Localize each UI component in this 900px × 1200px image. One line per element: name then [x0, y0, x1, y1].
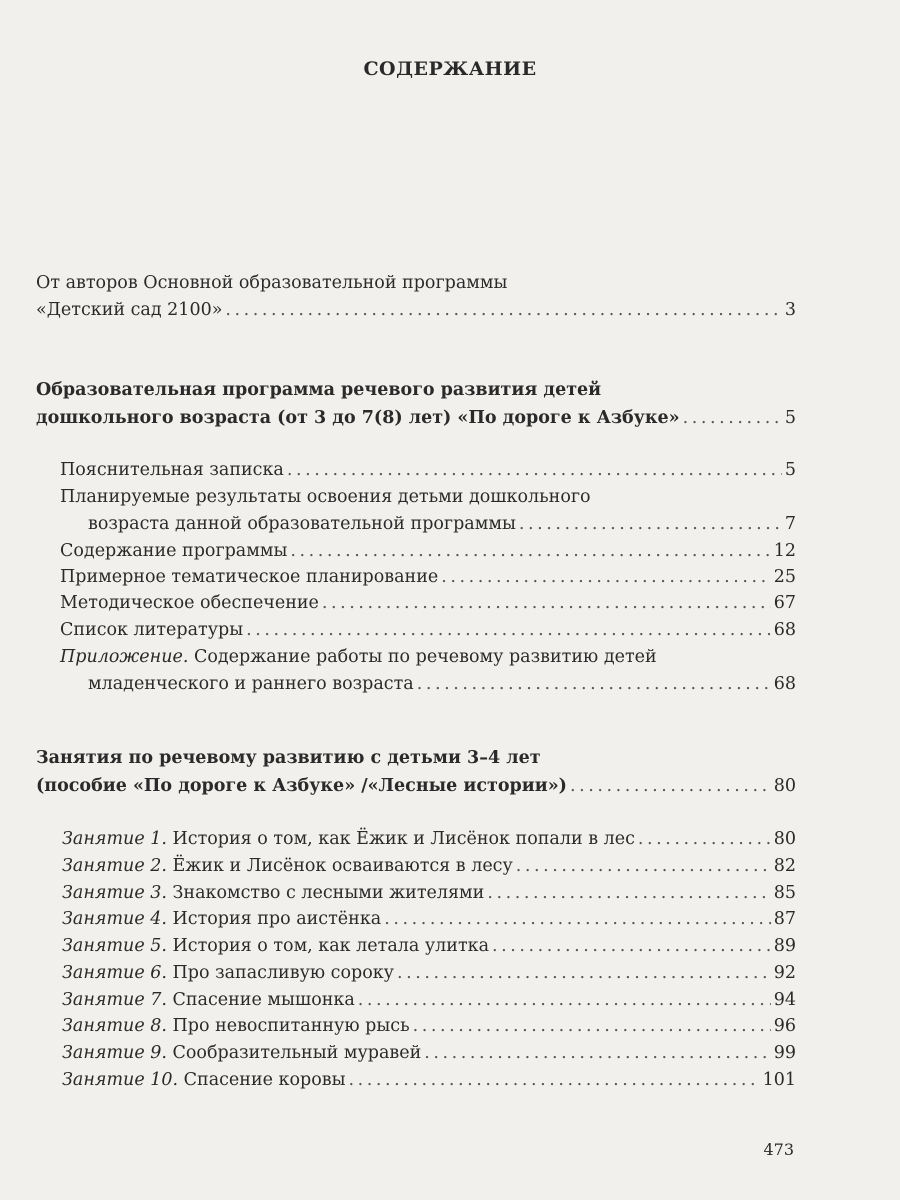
- dot-leader: [246, 617, 771, 643]
- toc-page-number: 68: [773, 674, 796, 694]
- toc-entry-thematic-planning: [60, 564, 796, 590]
- lesson-label: Занятие 4.: [62, 909, 167, 929]
- appendix-label: Приложение.: [60, 647, 189, 667]
- lesson-label: Занятие 7.: [62, 990, 167, 1010]
- dot-leader: [638, 826, 771, 852]
- toc-entry-authors-line1: От авторов Основной образовательной программы: [36, 273, 508, 293]
- lesson-entry: [62, 1040, 796, 1066]
- dot-leader: [322, 590, 771, 616]
- page-title: СОДЕРЖАНИЕ: [363, 58, 537, 80]
- toc-page-number: 96: [773, 1016, 796, 1036]
- lesson-label: Занятие 3.: [62, 883, 167, 903]
- toc-entry-program-content: [60, 538, 796, 564]
- dot-leader: [287, 457, 782, 483]
- lesson-label: Занятие 2.: [62, 856, 167, 876]
- toc-entry-appendix: [88, 671, 796, 697]
- lesson-entry: [62, 826, 796, 852]
- lesson-entry: [62, 1013, 796, 1039]
- dot-leader: [424, 1040, 770, 1066]
- lesson-title: История о том, как летала улитка: [166, 936, 490, 956]
- toc-entry-text: младенческого и раннего возраста: [88, 674, 414, 694]
- dot-leader: [413, 1013, 771, 1039]
- toc-section-lessons-line1: Занятия по речевому развитию с детьми 3–4 лет: [36, 748, 541, 768]
- lesson-entry: [62, 933, 796, 959]
- lesson-label: Занятие 8.: [62, 1016, 167, 1036]
- lesson-title: Ёжик и Лисёнок осваиваются в лесу: [166, 856, 513, 876]
- toc-page-number: 68: [773, 620, 796, 640]
- lesson-title: Сообразительный муравей: [166, 1043, 422, 1063]
- toc-entry-text: Содержание программы: [60, 541, 288, 561]
- toc-entry-text: возраста данной образовательной программы: [88, 514, 516, 534]
- toc-page-number: 89: [773, 936, 796, 956]
- dot-leader: [683, 405, 782, 431]
- toc-page-number: 67: [773, 593, 796, 613]
- toc-entry-text: Содержание работы по речевому развитию детей: [188, 647, 657, 667]
- toc-page-number: 99: [773, 1043, 796, 1063]
- lesson-title: Спасение мышонка: [166, 990, 355, 1010]
- toc-entry-explanatory-note: [60, 457, 796, 483]
- toc-page-number: 87: [773, 909, 796, 929]
- toc-page-number: 82: [773, 856, 796, 876]
- toc-entry-methodology: [60, 590, 796, 616]
- toc-page-number: 7: [784, 514, 796, 534]
- toc-entry-text: Примерное тематическое планирование: [60, 567, 439, 587]
- toc-section-program-line1: Образовательная программа речевого развития детей: [36, 380, 602, 400]
- lesson-entry: [62, 906, 796, 932]
- toc-entry-bibliography: [60, 617, 796, 643]
- toc-page-number: 25: [773, 567, 796, 587]
- toc-section-program: [36, 405, 796, 431]
- dot-leader: [349, 1067, 760, 1093]
- dot-leader: [519, 511, 782, 537]
- toc-entry-results: [88, 511, 796, 537]
- toc-page-number: 5: [784, 460, 796, 480]
- toc-entry-results-line1: Планируемые результаты освоения детьми дошкольного: [60, 487, 591, 507]
- lesson-title: История про аистёнка: [166, 909, 382, 929]
- lesson-title: История о том, как Ёжик и Лисёнок попали в лес: [166, 829, 635, 849]
- dot-leader: [290, 538, 770, 564]
- dot-leader: [487, 880, 770, 906]
- lesson-label: Занятие 6.: [62, 963, 167, 983]
- toc-page-number: 3: [784, 300, 796, 320]
- lesson-entry: [62, 880, 796, 906]
- dot-leader: [358, 987, 771, 1013]
- dot-leader: [441, 564, 771, 590]
- lesson-entry: [62, 853, 796, 879]
- toc-page-number: 101: [762, 1070, 796, 1090]
- dot-leader: [384, 906, 771, 932]
- lesson-label: Занятие 5.: [62, 936, 167, 956]
- toc-entry-text: Список литературы: [60, 620, 244, 640]
- toc-entry-text: Пояснительная записка: [60, 460, 284, 480]
- page-number: 473: [763, 1140, 794, 1159]
- dot-leader: [417, 671, 771, 697]
- toc-entry-text: (пособие «По дороге к Азбуке» /«Лесные истории»): [36, 776, 567, 796]
- lesson-entry: [62, 1067, 796, 1093]
- toc-entry-appendix-line1: [60, 644, 796, 670]
- lesson-title: Спасение коровы: [178, 1070, 346, 1090]
- lesson-title: Знакомство с лесными жителями: [166, 883, 485, 903]
- toc-page-number: 5: [784, 408, 796, 428]
- toc-page-number: 80: [773, 829, 796, 849]
- toc-page-number: 12: [773, 541, 796, 561]
- lesson-label: Занятие 1.: [62, 829, 167, 849]
- toc-entry-text: Методическое обеспечение: [60, 593, 319, 613]
- lesson-title: Про невоспитанную рысь: [166, 1016, 410, 1036]
- toc-page-number: 94: [773, 990, 796, 1010]
- dot-leader: [225, 297, 781, 323]
- lesson-title: Про запасливую сороку: [166, 963, 394, 983]
- toc-page-number: 92: [773, 963, 796, 983]
- toc-entry-text: дошкольного возраста (от 3 до 7(8) лет) «По дороге к Азбуке»: [36, 408, 680, 428]
- lesson-label: Занятие 10.: [62, 1070, 179, 1090]
- dot-leader: [516, 853, 771, 879]
- lesson-entry: [62, 987, 796, 1013]
- dot-leader: [397, 960, 771, 986]
- lesson-label: Занятие 9.: [62, 1043, 167, 1063]
- toc-page-number: 80: [773, 776, 796, 796]
- toc-page-number: 85: [773, 883, 796, 903]
- toc-entry-text: «Детский сад 2100»: [36, 300, 223, 320]
- dot-leader: [570, 773, 771, 799]
- toc-entry-authors: [36, 297, 796, 323]
- toc-section-lessons: [36, 773, 796, 799]
- dot-leader: [492, 933, 771, 959]
- lesson-entry: [62, 960, 796, 986]
